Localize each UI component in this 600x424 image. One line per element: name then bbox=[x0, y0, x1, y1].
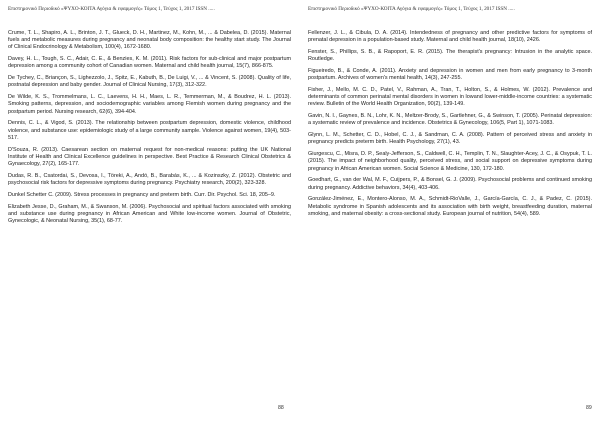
page-number: 88 bbox=[278, 405, 284, 411]
reference-entry: Glynn, L. M., Schetter, C. D., Hobel, C. J., & Sandman, C. A. (2008). Pattern of perceived stress and anxiety in pregnancy predicts preterm birth. Health Psychology, 27(1), 43. bbox=[308, 132, 592, 146]
reference-entry: Dunkel Schetter C. (2009). Stress processes in pregnancy and preterm birth. Curr. Dir. Psychol. Sci. 18, 205–9. bbox=[8, 191, 276, 198]
reference-entry: González-Jiménez, E., Montero-Alonso, M. A., Schmidt-RioValle, J., García-García, C. J., & Padez, C. (2015). Metabolic syndrome in Spanish adolescents and its association with birth weight, breastfeeding duration, maternal smoking, and maternal obesity: a cross-sectional study. European journal of nutrition, 54(4), 589. bbox=[308, 196, 592, 217]
reference-entry: Dennis, C. L., & Vigod, S. (2013). The relationship between postpartum depression, domestic violence, childhood violence, and substance use: epidemiologic study of a large community sample. Violence against women, 19(4), 503-517. bbox=[8, 120, 291, 141]
reference-entry: De Tychey, C., Briançon, S., Lighezzolo, J., Spitz, E., Kabuth, B., De Luigi, V., ... & Vincent, S. (2008). Quality of life, postnatal depression and baby gender. Journal of Clinical Nursing, 17(3), 312-322. bbox=[8, 75, 291, 89]
reference-entry: Elizabeth Jesse, D., Graham, M., & Swanson, M. (2006). Psychosocial and spiritual factors associated with smoking and substance use during pregnancy in African American and White low‐income women. Journal of Obstetric, Gynecologic, & Neonatal Nursing, 35(1), 68-77. bbox=[8, 203, 291, 225]
reference-entry: D'Souza, R. (2013). Caesarean section on maternal request for non-medical reasons: putting the UK National Institute of Health and Clinical Excellence guidelines in perspective. Best Practice & Research Clinical Obstetrics & Gynaecology, 27(2), 165-177. bbox=[8, 146, 291, 168]
reference-entry: Fellenzer, J. L., & Cibula, D. A. (2014). Intendedness of pregnancy and other predictive factors for symptoms of prenatal depression in a population-based study. Maternal and child health journal, 18(10), 2426. bbox=[308, 30, 592, 44]
reference-entry: Gavin, N. I., Gaynes, B. N., Lohr, K. N., Meltzer-Brody, S., Gartlehner, G., & Swinson, T. (2005). Perinatal depression: a systematic review of prevalence and incidence. Obstetrics & Gynecology, 106(5, Part 1), 1071-1083. bbox=[308, 113, 592, 127]
reference-entry: Goedhart, G., van der Wal, M. F., Cuijpers, P., & Bonsel, G. J. (2009). Psychosocial problems and continued smoking during pregnancy. Addictive behaviors, 34(4), 403-406. bbox=[308, 177, 592, 191]
reference-list bbox=[8, 30, 291, 230]
left-page bbox=[0, 0, 296, 424]
page-header: Επιστημονικό Περιοδικό «ΨΥΧΟ-ΚΟΙΤΑ Αγόγια & εφαρμογές» Τόμος 1, Τεύχος 1, 2017 ISSN ..... bbox=[308, 6, 515, 12]
reference-list bbox=[308, 30, 592, 223]
reference-entry: Davey, H. L., Tough, S. C., Adair, C. E., & Benzies, K. M. (2011). Risk factors for sub-clinical and major postpartum depression among a community cohort of Canadian women. Maternal and child health journal, 15(7), 866-875. bbox=[8, 56, 291, 70]
page-header: Επιστημονικό Περιοδικό «ΨΥΧΟ-ΚΟΙΤΑ Αγόγια & εφαρμογές» Τόμος 1, Τεύχος 1, 2017 ISSN ..... bbox=[8, 6, 215, 12]
reference-entry: Fisher, J., Mello, M. C. D., Patel, V., Rahman, A., Tran, T., Holton, S., & Holmes, W. (2012). Prevalence and determinants of common perinatal mental disorders in women in lowand lower-middle-income countries: a systematic review. Bulletin of the World Health Organization, 90(2), 139-149. bbox=[308, 87, 592, 108]
reference-entry: Crume, T. L., Shapiro, A. L., Brinton, J. T., Glueck, D. H., Martinez, M., Kohn, M., ... & Dabelea, D. (2015). Maternal fuels and metabolic measures during pregnancy and neonatal body composition: the healthy start study. The Journal of Clinical Endocrinology & Metabolism, 100(4), 1672-1680. bbox=[8, 30, 291, 51]
page-number: 89 bbox=[586, 405, 592, 411]
reference-entry: Dudas, R. B., Csatordai, S., Devosa, I., Töreki, A., Andó, B., Barabás, K., ... & Kozinszky, Z. (2012). Obstetric and psychosocial risk factors for depressive symptoms during pregnancy. Psychiatry research, 200(2), 323-328. bbox=[8, 172, 291, 187]
right-page bbox=[304, 0, 600, 424]
reference-entry: Fenster, S., Phillips, S. B., & Rapoport, E. R. (2015). The therapist's pregnancy: Intrusion in the analytic space. Routledge. bbox=[308, 49, 592, 63]
reference-entry: De Wilde, K. S., Trommelmans, L. C., Laevens, H. H., Maes, L. R., Temmerman, M., & Boudrez, H. L. (2013). Smoking patterns, depression, and sociodemographic variables among Flemish women during pregnancy and the postpartum period. Nursing research, 62(6), 394-404. bbox=[8, 94, 291, 115]
reference-entry: Figueiredo, B., & Conde, A. (2011). Anxiety and depression in women and men from early pregnancy to 3-month postpartum. Archives of women's mental health, 14(3), 247-255. bbox=[308, 68, 592, 82]
reference-entry: Giurgescu, C., Misra, D. P., Sealy-Jefferson, S., Caldwell, C. H., Templin, T. N., Slaughter-Acey, J. C., & Osypuk, T. L. (2015). The impact of neighborhood quality, perceived stress, and social support on depressive symptoms during pregnancy in African American women. Social Science & Medicine, 130, 172-180. bbox=[308, 151, 592, 172]
